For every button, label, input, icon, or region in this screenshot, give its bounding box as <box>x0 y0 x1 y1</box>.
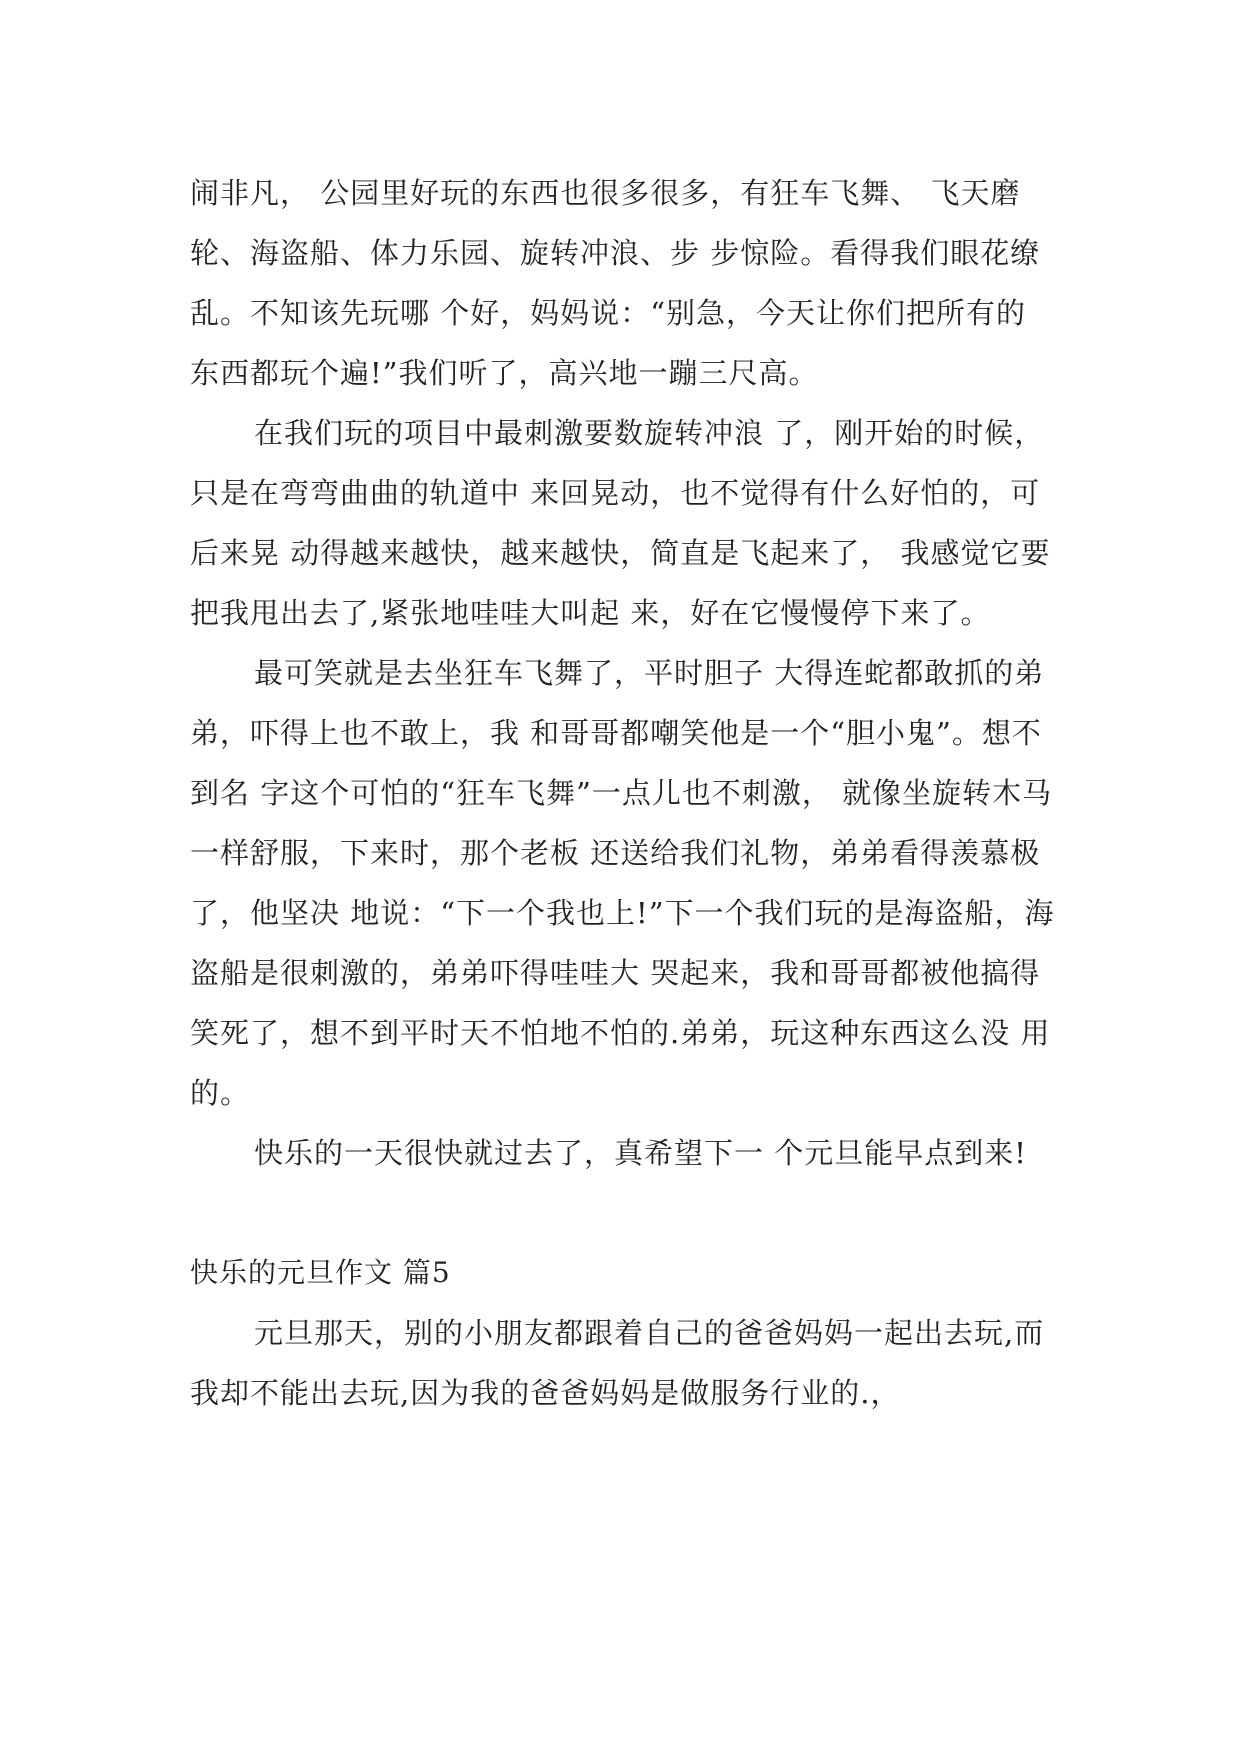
paragraph-2: 在我们玩的项目中最刺激要数旋转冲浪 了，刚开始的时候，只是在弯弯曲曲的轨道中 来回晃动，也不觉得有什么好怕的，可后来晃 动得越来越快，越来越快，简直是飞起来了， 我感觉它要把我甩出去了,紧张地哇哇大叫起 来，好在它慢慢停下来了。 <box>190 416 1051 630</box>
document-body <box>190 163 1060 1423</box>
paragraph-1: 闹非凡， 公园里好玩的东西也很多很多，有狂车飞舞、 飞天磨轮、海盗船、体力乐园、旋转冲浪、步 步惊险。看得我们眼花缭乱。不知该先玩哪 个好，妈妈说：“别急，今天让你们把所有的 东西都玩个遍!”我们听了，高兴地一蹦三尺高。 <box>190 176 1041 390</box>
paragraph-5: 元旦那天，别的小朋友都跟着自己的爸爸妈妈一起出去玩,而我却不能出去玩,因为我的爸爸妈妈是做服务行业的.， <box>190 1316 1045 1410</box>
section-title: 快乐的元旦作文 篇5 <box>190 1256 451 1289</box>
paragraph-3: 最可笑就是去坐狂车飞舞了，平时胆子 大得连蛇都敢抓的弟弟，吓得上也不敢上，我 和哥哥都嘲笑他是一个“胆小鬼”。想不到名 字这个可怕的“狂车飞舞”一点儿也不刺激， 就像坐旋转木马一样舒服，下来时，那个老板 还送给我们礼物，弟弟看得羡慕极了，他坚决 地说：“下一个我也上!”下一个我们玩的是海盗船，海盗船是很刺激的，弟弟吓得哇哇大 哭起来，我和哥哥都被他搞得笑死了，想不到平时天不怕地不怕的.弟弟，玩这种东西这么没 用的。 <box>190 656 1055 1110</box>
paragraph-4: 快乐的一天很快就过去了，真希望下一 个元旦能早点到来! <box>254 1136 1027 1170</box>
